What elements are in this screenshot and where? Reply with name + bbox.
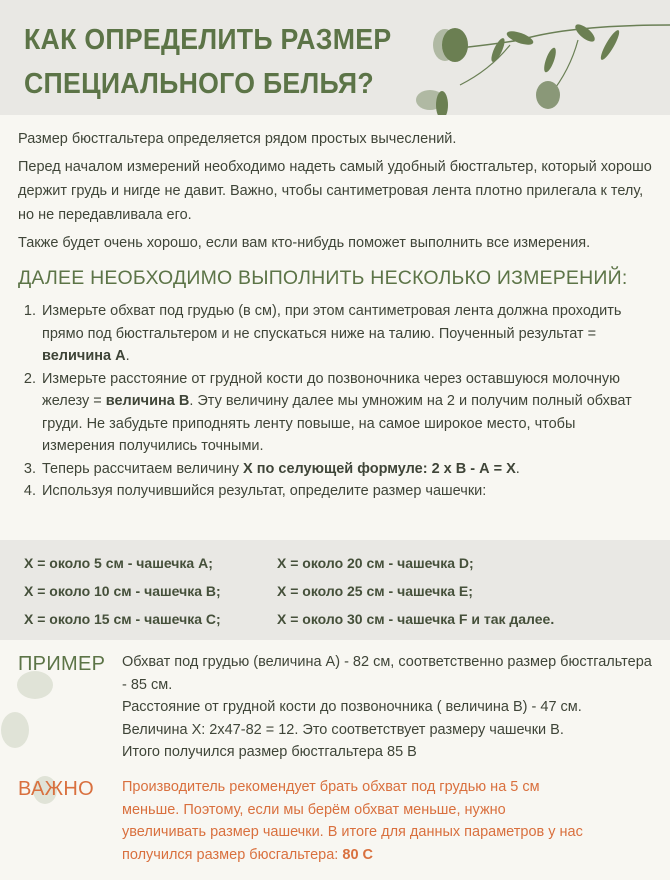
list-item: [40, 458, 652, 481]
steps-list: [40, 300, 652, 503]
cup-size-item: X = около 25 см - чашечка E;: [277, 583, 473, 599]
example-line: Итого получился размер бюстгальтера 85 В: [122, 744, 417, 760]
example-label: ПРИМЕР: [18, 653, 106, 675]
title-line-1: КАК ОПРЕДЕЛИТЬ РАЗМЕР: [24, 24, 392, 56]
cup-size-table: [0, 540, 670, 640]
important-size: 80 С: [342, 846, 374, 863]
intro-paragraph: Также будет очень хорошо, если вам кто-нибудь поможет выполнить все измерения.: [18, 235, 591, 251]
step-text: .: [125, 348, 130, 364]
step-text: Используя получившийся результат, определите размер чашечки:: [42, 483, 487, 499]
list-item: [40, 300, 652, 368]
list-item: [40, 480, 652, 503]
step-text: Теперь рассчитаем величину: [42, 460, 244, 477]
example-line: Величина Х: 2х47-82 = 12. Это соответствует размеру чашечки В.: [122, 721, 564, 738]
cup-size-item: X = около 5 см - чашечка A;: [24, 555, 213, 571]
cup-size-item: X = около 15 см - чашечка C;: [24, 611, 221, 627]
section-heading: ДАЛЕЕ НЕОБХОДИМО ВЫПОЛНИТЬ НЕСКОЛЬКО ИЗМЕРЕНИЙ:: [18, 267, 628, 289]
important-body: Производитель рекомендует брать обхват под грудью на 5 см меньше. Поэтому, если мы берём обхват меньше, нужно увеличивать размер чашечки. В итоге для данных параметров у нас получился размер бюсгальтера:: [122, 779, 583, 863]
important-text: [122, 776, 592, 866]
step-bold: величина В: [105, 393, 190, 409]
step-text: Измерьте расстояние от грудной кости до позвоночника через оставшуюся молочную железу =: [42, 370, 621, 409]
cup-size-item: X = около 30 см - чашечка F и так далее.: [277, 611, 555, 627]
list-item: [40, 368, 652, 458]
step-bold: Х по селующей формуле: 2 х В - А = Х: [243, 460, 516, 477]
step-bold: величина А: [42, 348, 126, 364]
vine-leaf-icon: [400, 0, 670, 115]
example-line: Расстояние от грудной кости до позвоночника ( величина В) - 47 см.: [122, 699, 582, 715]
header: [0, 0, 670, 115]
step-text: Измерьте обхват под грудью (в см), при этом сантиметровая лента должна проходить прямо под бюстгальтером и не спускаться ниже на талию. Поученный результат =: [42, 303, 622, 342]
page-title: [24, 18, 391, 106]
title-line-2: СПЕЦИАЛЬНОГО БЕЛЬЯ?: [24, 68, 374, 100]
important-label: ВАЖНО: [18, 778, 94, 800]
intro: [0, 115, 670, 255]
step-text: .: [515, 460, 520, 477]
cup-size-item: X = около 10 см - чашечка B;: [24, 583, 221, 599]
intro-paragraph: Размер бюстгальтера определяется рядом простых вычеслений.: [18, 131, 457, 147]
example-line: Обхват под грудью (величина А) - 82 см, соответственно размер бюстгальтера - 85 см.: [122, 654, 652, 693]
example-text: [122, 651, 652, 764]
cup-size-item: X = около 20 см - чашечка D;: [277, 555, 474, 571]
intro-paragraph: Перед началом измерений необходимо надеть самый удобный бюстгальтер, который хорошо держит грудь и нигде не давит. Важно, чтобы сантиметровая лента плотно прилегала к телу, но не передавливала его.: [18, 159, 652, 223]
step-text: . Эту величину далее мы умножим на 2 и получим полный обхват груди. Не забудьте приподнять ленту повыше, на самое широкое место, чтобы измерения получились точными.: [42, 393, 632, 454]
